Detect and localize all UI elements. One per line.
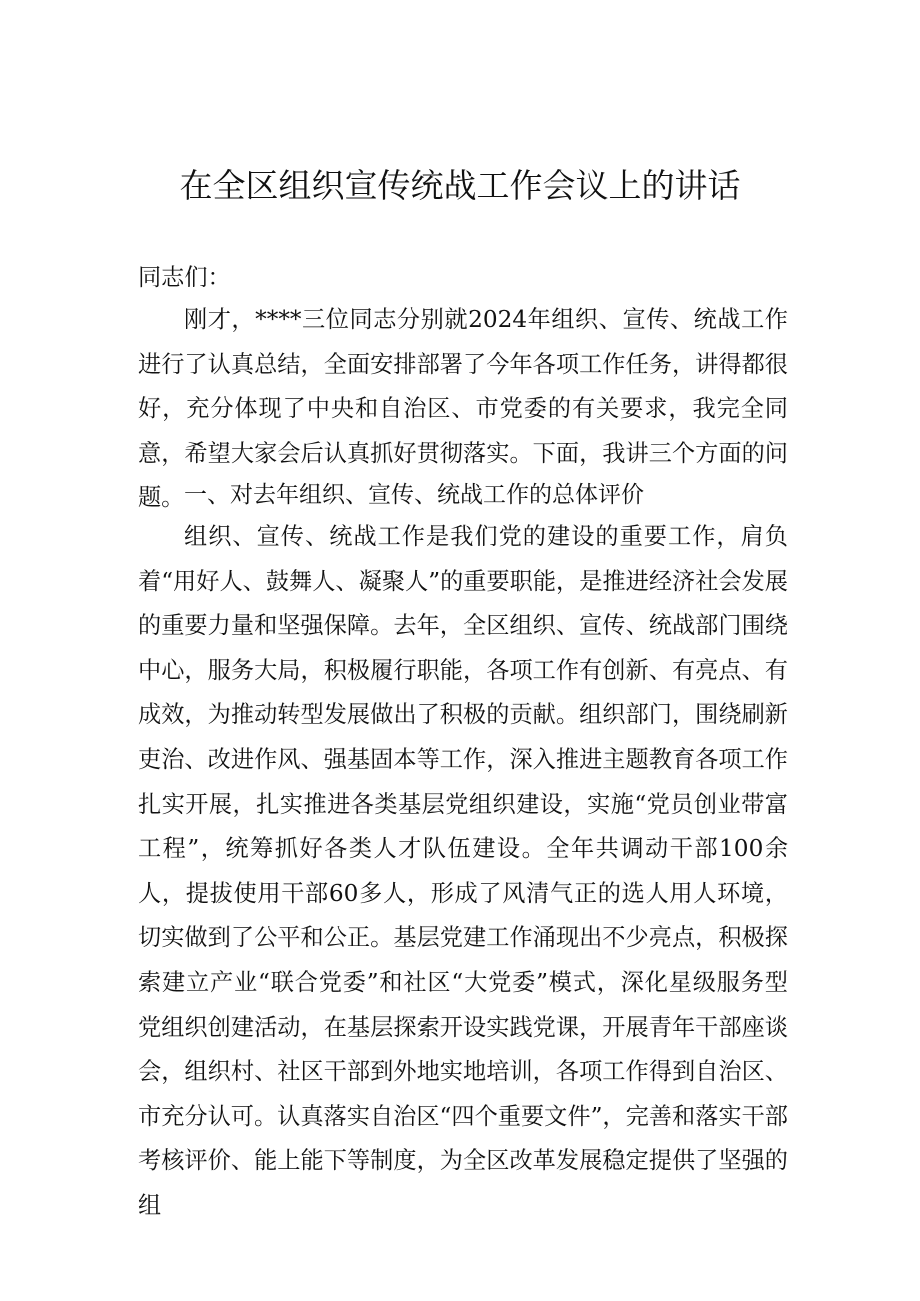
section-heading: 一、对去年组织、宣传、统战工作的总体评价 [184,482,644,508]
document-title: 在全区组织宣传统战工作会议上的讲话 [179,166,741,205]
salutation: 同志们： [138,264,231,291]
section-paragraph: 组织、宣传、统战工作是我们党的建设的重要工作，肩负着“用好人、鼓舞人、凝聚人”的重要职能，是推进经济社会发展的重要力量和坚强保障。去年，全区组织、宣传、统战部门围绕中心，服务大局，积极履行职能，各项工作有创新、有亮点、有成效，为推动转型发展做出了积极的贡献。组织部门，围绕刷新吏治、改进作风、强基固本等工作，深入推进主题教育各项工作扎实开展，扎实推进各类基层党组织建设，实施“党员创业带富工程”，统筹抓好各类人才队伍建设。全年共调动干部100余人，提拔使用干部60多人，形成了风清气正的选人用人环境，切实做到了公平和公正。基层党建工作涌现出不少亮点，积极探索建立产业“联合党委”和社区“大党委”模式，深化星级服务型党组织创建活动，在基层探索开设实践党课，开展青年干部座谈会，组织村、社区干部到外地实地培训，各项工作得到自治区、市充分认可。认真落实自治区“四个重要文件”，完善和落实干部考核评价、能上能下等制度，为全区改革发展稳定提供了坚强的组 [138,523,788,1219]
opening-paragraph: 刚才，****三位同志分别就2024年组织、宣传、统战工作进行了认真总结，全面安排部署了今年各项工作任务，讲得都很好，充分体现了中央和自治区、市党委的有关要求，我完全同意，希望大家会后认真抓好贯彻落实。下面，我讲三个方面的问题。 [138,306,788,511]
